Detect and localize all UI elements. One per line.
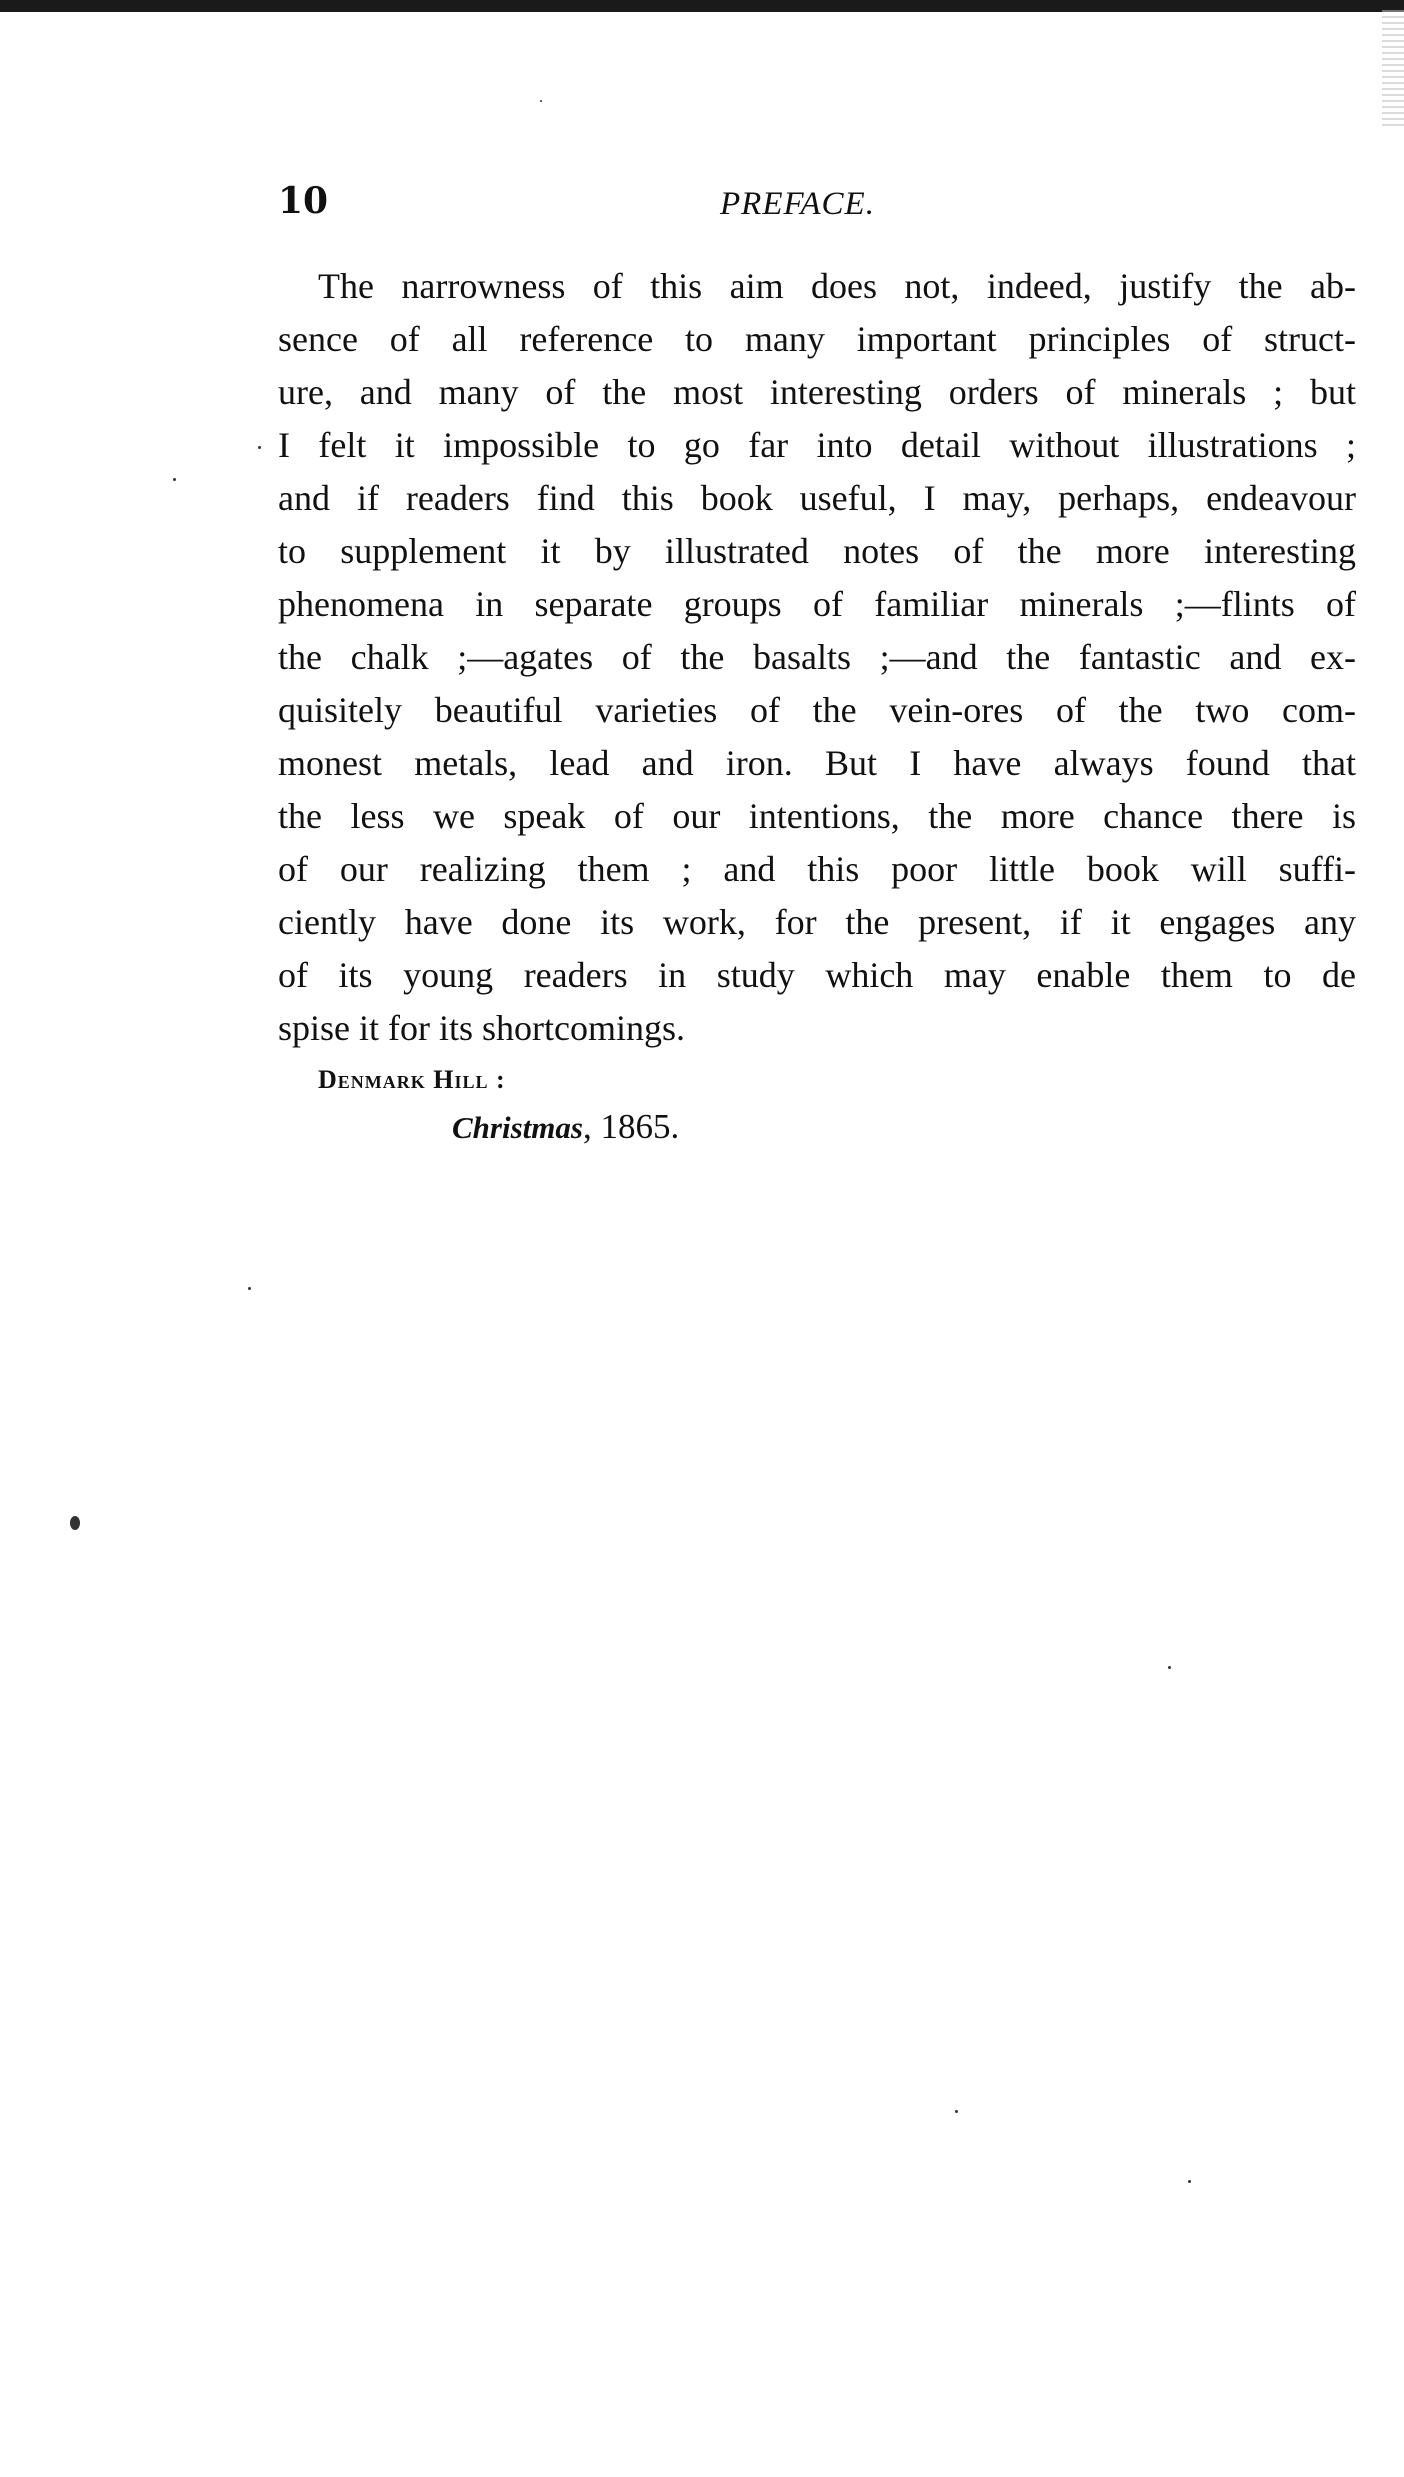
page-edge-speckle [1382,10,1404,130]
running-head [278,178,926,228]
text-line: ure, and many of the most interesting orders of minerals ; but [278,372,1356,412]
text-line: the chalk ;—agates of the basalts ;—and the fantastic and ex- [278,637,1356,677]
text-line: quisitely beautiful varieties of the vein-ores of the two com- [278,690,1356,730]
text-line: sence of all reference to many important principles of struct- [278,319,1356,359]
text-line: The narrowness of this aim does not, indeed, justify the ab- [318,266,1356,306]
ink-speck [1168,1666,1171,1669]
body-paragraph [278,260,1356,1055]
ink-speck [955,2110,958,2113]
text-line: ciently have done its work, for the present, if it engages any [278,902,1356,942]
ink-speck [248,1287,251,1290]
text-line: monest metals, lead and iron. But I have always found that [278,743,1356,783]
text-line: spise it for its shortcomings. [278,1008,685,1048]
ink-speck [540,100,542,102]
running-title: PREFACE. [720,186,875,222]
ink-speck [70,1516,80,1530]
signoff-date-word: Christmas [452,1110,583,1145]
text-line: phenomena in separate groups of familiar minerals ;—flints of [278,584,1356,624]
text-line: of our realizing them ; and this poor little book will suffi- [278,849,1356,889]
text-line: of its young readers in study which may enable them to de [278,955,1356,995]
ink-speck [1188,2180,1191,2183]
text-line: the less we speak of our intentions, the more chance there is [278,796,1356,836]
page-number: 10 [278,180,329,222]
text-line: I felt it impossible to go far into detail without illustrations ; [278,425,1356,465]
ink-speck [258,446,261,449]
page-top-edge [0,0,1404,12]
text-line: and if readers find this book useful, I may, perhaps, endeavour [278,478,1356,518]
signoff-date [452,1103,679,1152]
ink-speck [173,478,176,481]
text-line: to supplement it by illustrated notes of the more interesting [278,531,1356,571]
signoff-place: Denmark Hill : [318,1065,506,1094]
signoff-date-year: , 1865. [582,1107,680,1146]
